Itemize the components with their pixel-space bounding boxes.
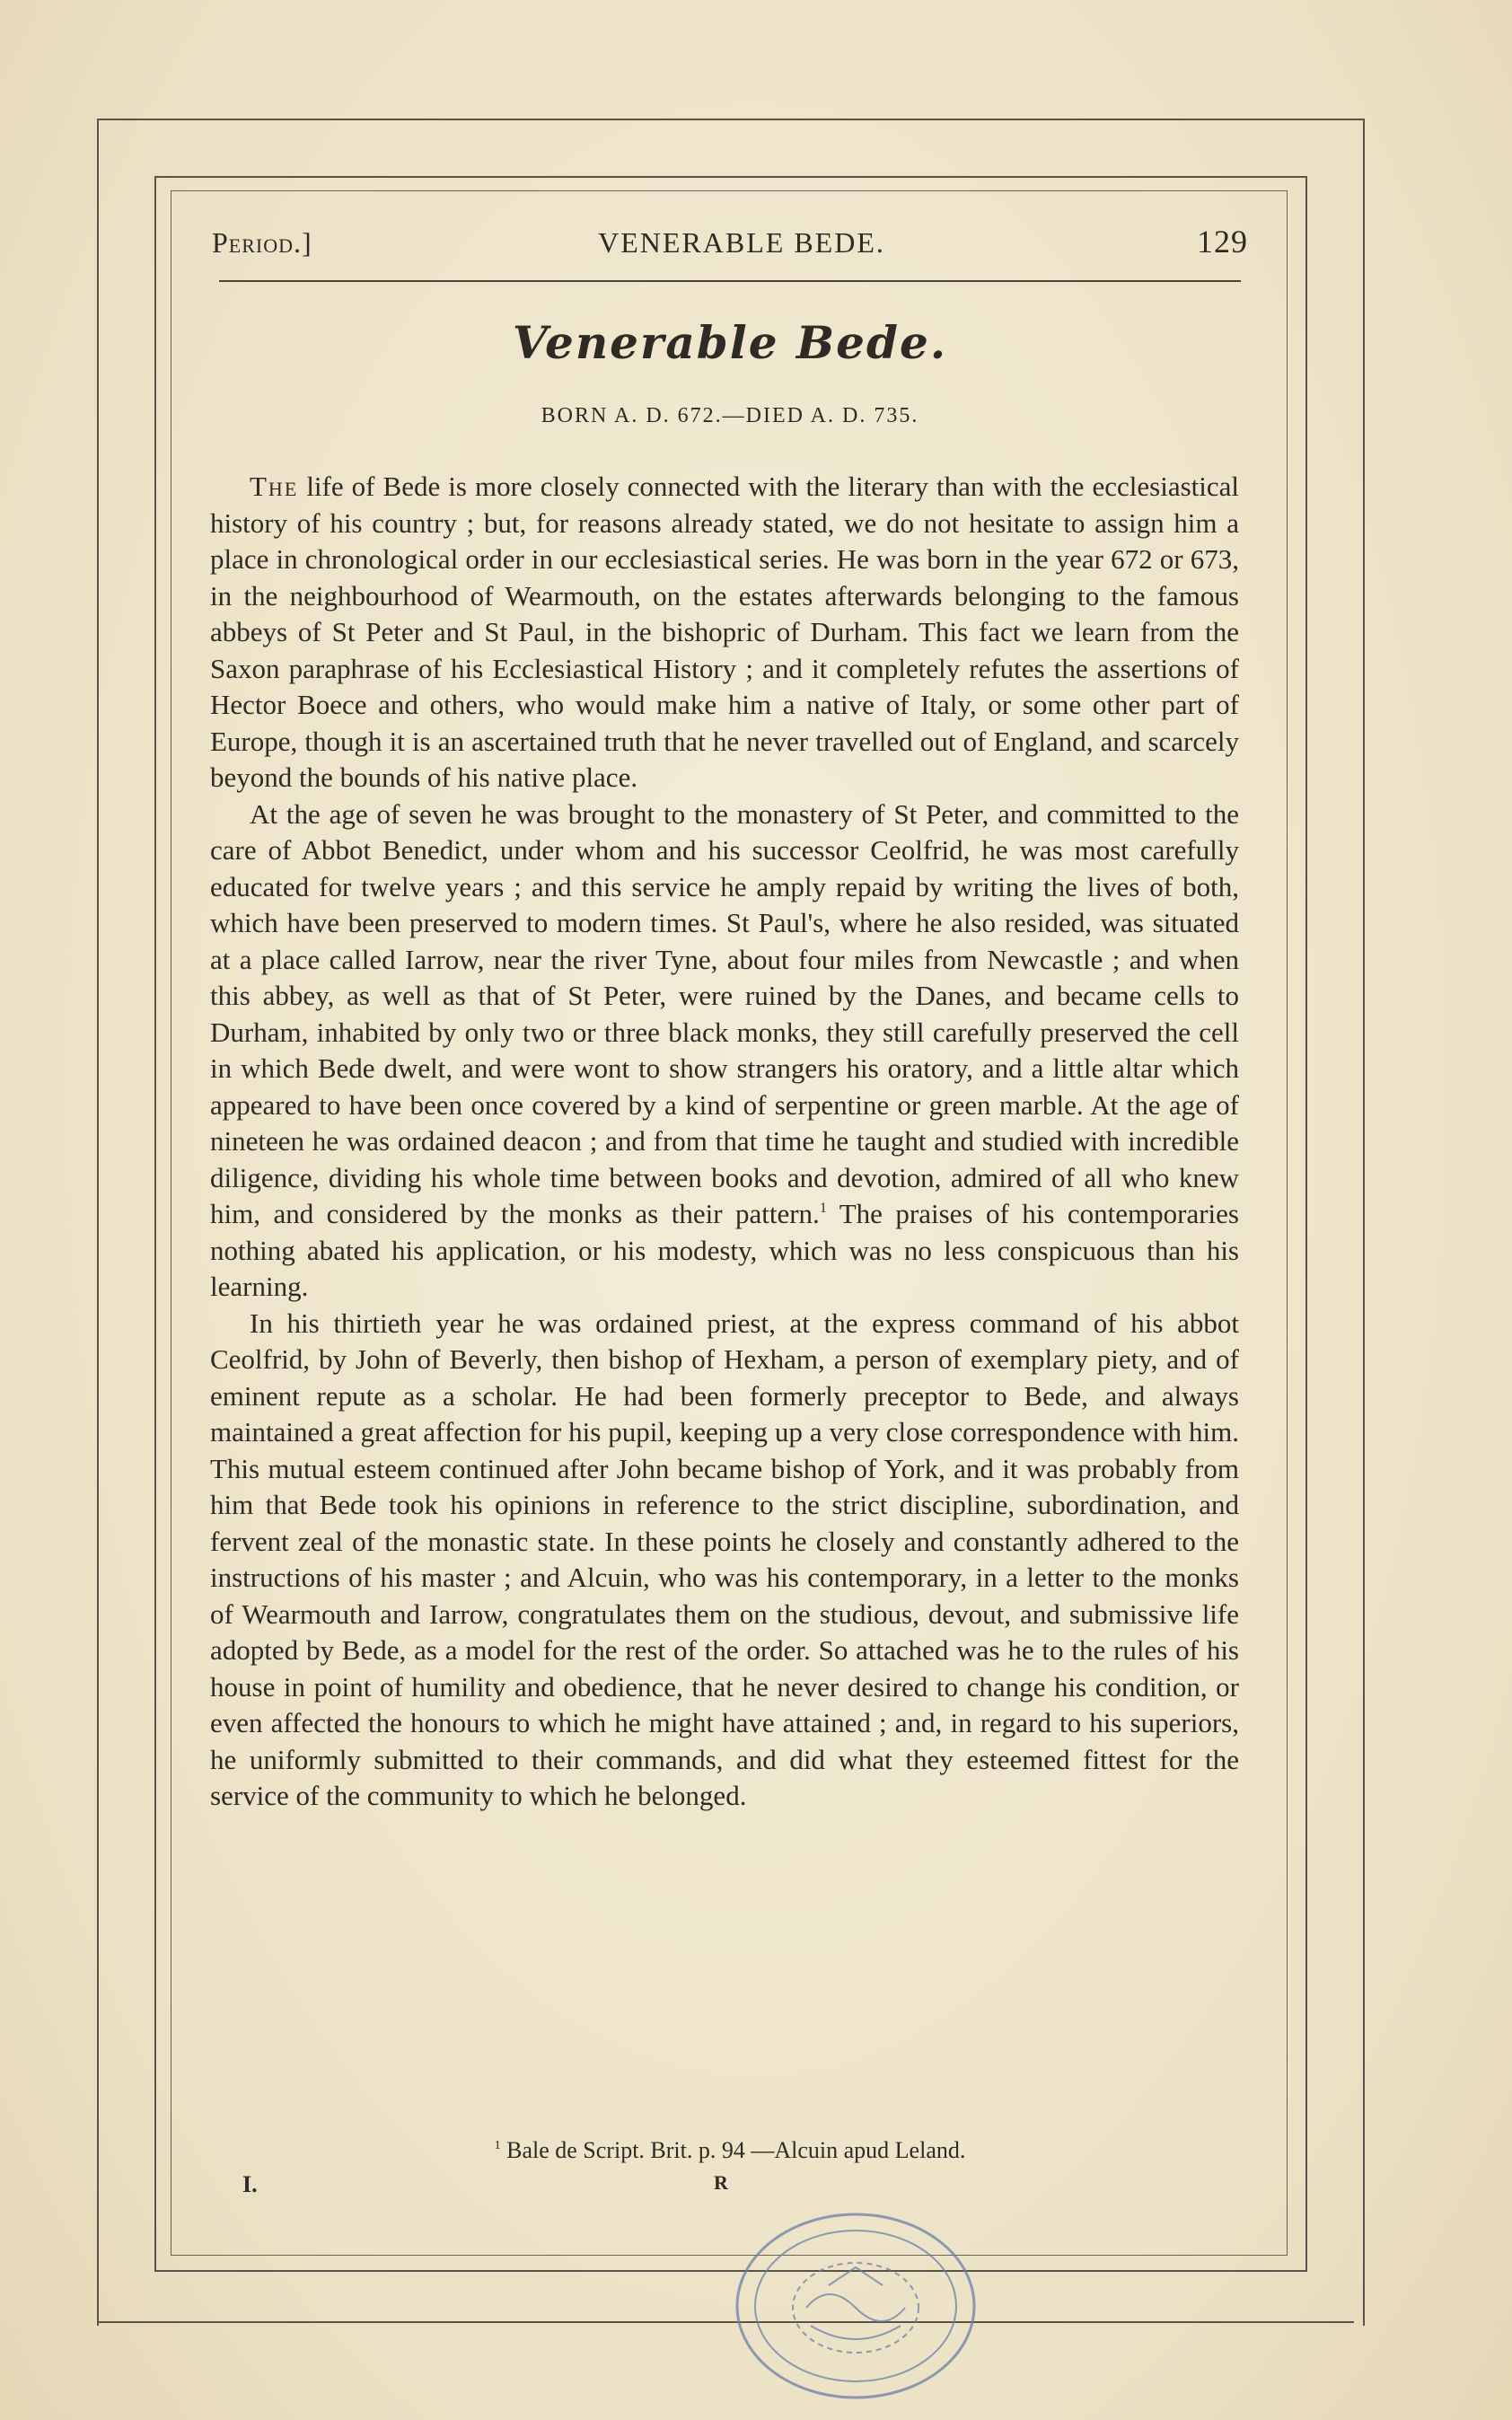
paragraph-2: [210, 796, 1239, 1306]
header-period: Period.]: [212, 226, 312, 259]
header-running-title: VENERABLE BEDE.: [598, 226, 885, 259]
drop-lead-word: The: [250, 471, 299, 502]
footnote-mark: 1: [494, 2139, 501, 2152]
paragraph-3-text: In his thirtieth year he was ordained priest, at the express command of his abbot Ceolfrid, by John of Beverly, then bishop of Hexham, a person of exemplary piety, and of eminent repute as a scholar. He had been formerly preceptor to Bede, and always maintained a great affection for his pupil, keeping up a very close correspondence with him. This mutual esteem continued after John became bishop of York, and it was probably from him that Bede took his opinions in reference to the strict discipline, subordination, and fervent zeal of the monastic state. In these points he closely and constantly adhered to the instructions of his master ; and Alcuin, who was his contemporary, in a letter to the monks of Wearmouth and Iarrow, congratulates them on the studious, devout, and submissive life adopted by Bede, as a model for the rest of the order. So attached was he to the rules of his house in point of humility and obedience, that he never desired to change his condition, or even affected the honours to which he might have attained ; and, in regard to his superiors, he uniformly submitted to their commands, and did what they esteemed fittest for the service of the community to which he belonged.: [210, 1307, 1239, 1811]
footnote: [212, 2137, 1248, 2164]
signature-volume: I.: [242, 2171, 258, 2197]
paragraph-2-text: At the age of seven he was brought to the monastery of St Peter, and committed to the care of Abbot Benedict, under whom and his successor Ceolfrid, he was most carefully educated for twelve years ; and this service he amply repaid by writing the lives of both, which have been preserved to modern times. St Paul's, where he also resided, was situated at a place called Iarrow, near the river Tyne, about four miles from Newcastle ; and when this abbey, as well as that of St Peter, were ruined by the Danes, and became cells to Durham, inhabited by only two or three black monks, they still carefully preserved the cell in which Bede dwelt, and were wont to show strangers his oratory, and a little altar which appeared to have been once covered by a kind of serpentine or green marble. At the age of nineteen he was ordained deacon ; and from that time he taught and studied with incredible diligence, dividing his whole time between books and devotion, admired of all who knew him, and considered by the monks as their pattern.: [210, 797, 1239, 1229]
paragraph-1-text: life of Bede is more closely connected with the literary than with the ecclesiastical history of his country ; but, for reasons already stated, we do not hesitate to assign him a place in chronological order in our ecclesiastical series. He was born in the year 672 or 673, in the neighbourhood of Wearmouth, on the estates afterwards belonging to the famous abbeys of St Peter and St Paul, in the bishopric of Durham. This fact we learn from the Saxon paraphrase of his Ecclesiastical History ; and it completely refutes the assertions of Hector Boece and others, who would make him a native of Italy, or some other part of Europe, though it is an ascertained truth that he never travelled out of England, and scarcely beyond the bounds of his native place.: [210, 471, 1239, 793]
header-rule: [219, 280, 1241, 282]
library-stamp-icon: [725, 2200, 986, 2416]
chapter-title: Venerable Bede.: [512, 316, 948, 369]
footnote-reference: 1: [819, 1201, 827, 1216]
paragraph-3: [210, 1306, 1239, 1815]
page-number: 129: [1197, 224, 1248, 260]
footnote-text: Bale de Script. Brit. p. 94 —Alcuin apud Leland.: [506, 2137, 966, 2163]
paragraph-2-text-continued: The praises of his contemporaries nothing abated his application, or his modesty, which was no less conspicuous than his learning.: [210, 1198, 1239, 1302]
paragraph-1: [210, 469, 1239, 796]
signature-mark: R: [714, 2171, 728, 2194]
life-dates: BORN A. D. 672.—DIED A. D. 735.: [541, 404, 919, 427]
running-header: [212, 223, 1248, 268]
body-text: [210, 469, 1239, 1815]
